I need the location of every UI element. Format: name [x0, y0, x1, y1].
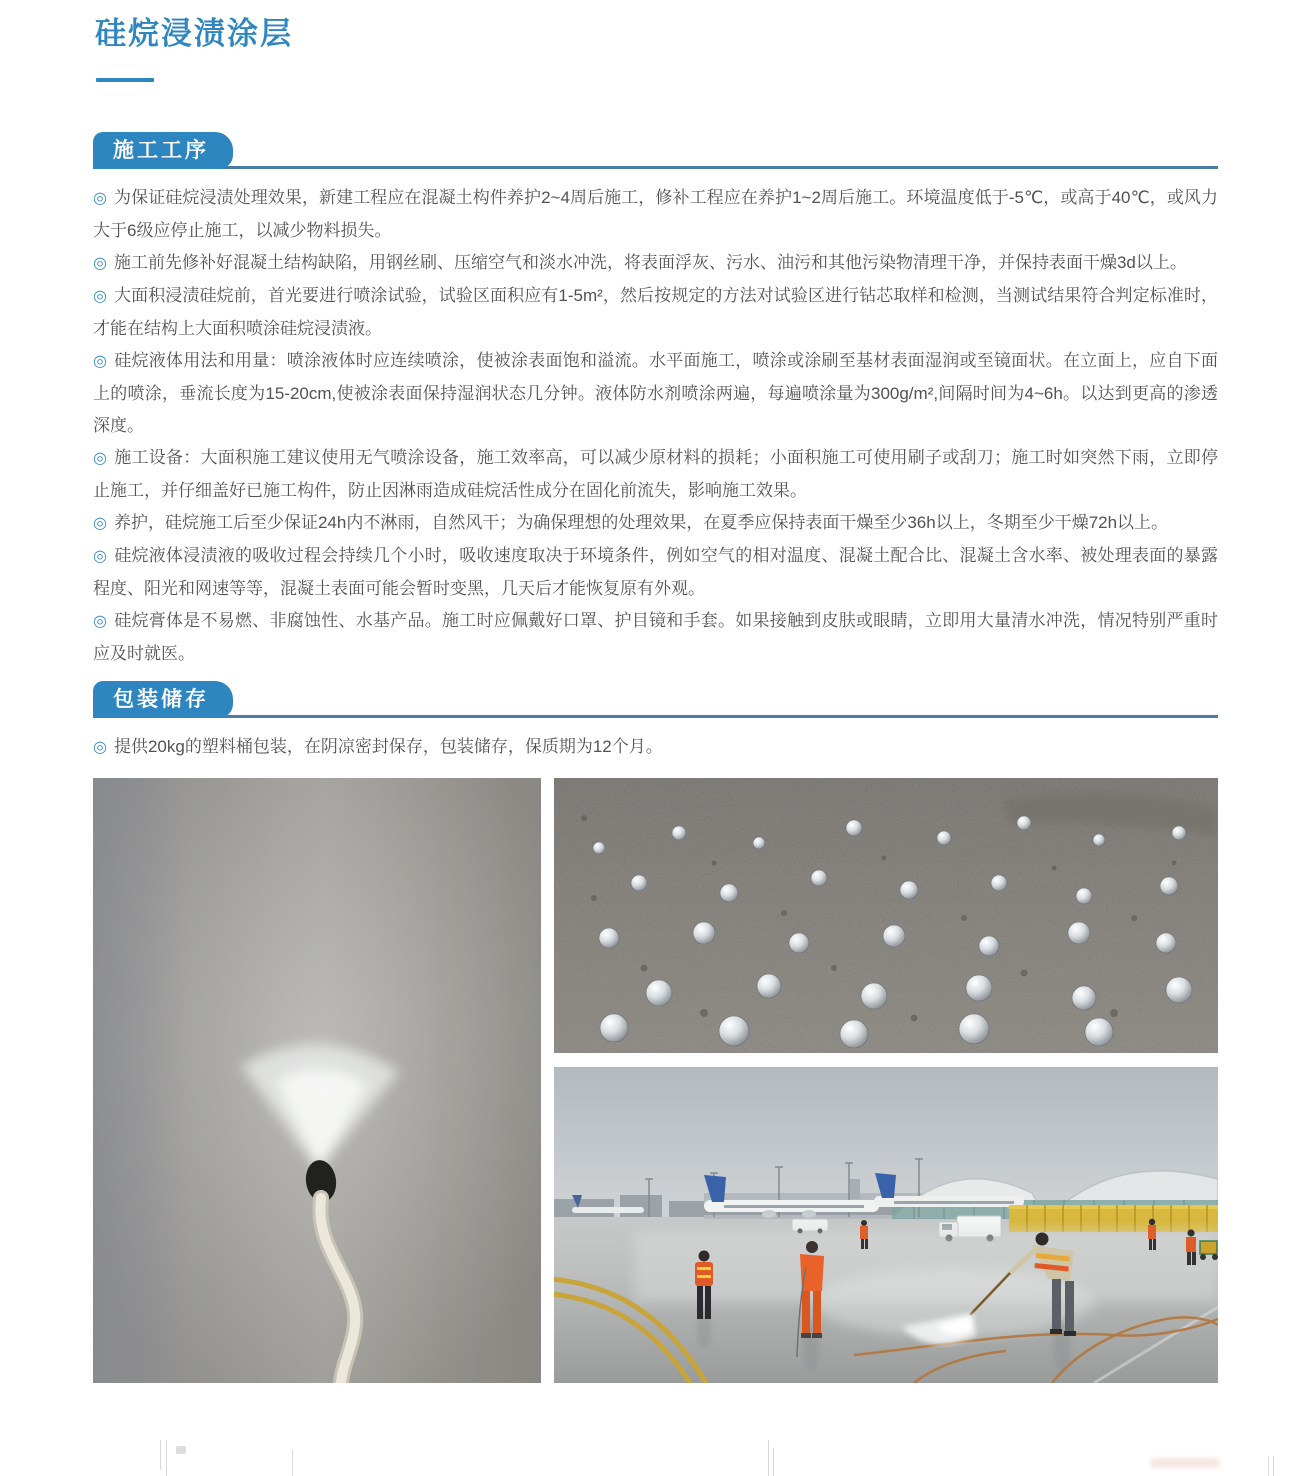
bullet-item: [93, 507, 1218, 540]
worker-small-2: [1148, 1219, 1156, 1250]
photo-wall-spraying: [93, 778, 541, 1383]
bullet-item: [93, 731, 1218, 764]
bullet-text: 为保证硅烷浸渍处理效果，新建工程应在混凝土构件养护2~4周后施工，修补工程应在养护1~2周后施工。环境温度低于-5℃，或高于40℃，或风力大于6级应停止施工，以减少物料损失。: [93, 188, 1218, 240]
bullet-item: [93, 540, 1218, 605]
bullet-text: 硅烷膏体是不易燃、非腐蚀性、水基产品。施工时应佩戴好口罩、护目镜和手套。如果接触到皮肤或眼睛，立即用大量清水冲洗，情况特别严重时应及时就医。: [93, 611, 1218, 663]
bullet-item: [93, 280, 1218, 345]
circle-bullet-icon: ◎: [93, 288, 108, 305]
photo-airport-spraying: [554, 1067, 1218, 1383]
section-rule: [93, 166, 1218, 169]
page-title: 硅烷浸渍涂层: [95, 16, 293, 51]
bullet-list-construction: [93, 182, 1218, 670]
content-column: [93, 0, 1218, 1383]
circle-bullet-icon: ◎: [93, 613, 108, 630]
photo-grid: [93, 778, 1218, 1383]
circle-bullet-icon: ◎: [93, 515, 107, 532]
bullet-list-packaging: [93, 731, 1218, 764]
bullet-text: 提供20kg的塑料桶包装，在阴凉密封保存，包装储存，保质期为12个月。: [113, 737, 663, 756]
bullet-text: 大面积浸渍硅烷前，首光要进行喷涂试验，试验区面积应有1-5m²，然后按规定的方法对试验区进行钻芯取样和检测，当测试结果符合判定标准时，才能在结构上大面积喷涂硅烷浸渍液。: [93, 286, 1219, 338]
bullet-item: [93, 247, 1218, 280]
footer-artifacts: [0, 1440, 1290, 1476]
bullet-item: [93, 345, 1218, 442]
circle-bullet-icon: ◎: [93, 548, 108, 565]
circle-bullet-icon: ◎: [93, 450, 108, 467]
bullet-item: [93, 182, 1218, 247]
section-header-packaging: [93, 681, 1218, 718]
bullet-text: 养护，硅烷施工后至少保证24h内不淋雨，自然风干；为确保理想的处理效果，在夏季应保持表面干燥至少36h以上，冬期至少干燥72h以上。: [113, 513, 1169, 532]
bullet-item: [93, 442, 1218, 507]
section-tab-construction-procedure: 施工工序: [93, 132, 233, 169]
circle-bullet-icon: ◎: [93, 255, 107, 272]
photo-right-column: [554, 778, 1218, 1383]
bullet-text: 硅烷液体浸渍液的吸收过程会持续几个小时，吸收速度取决于环境条件，例如空气的相对温度、混凝土配合比、混凝土含水率、被处理表面的暴露程度、阳光和网速等等，混凝土表面可能会暂时变黑，几天后才能恢复原有外观。: [93, 546, 1218, 598]
bullet-text: 施工前先修补好混凝土结构缺陷，用钢丝刷、压缩空气和淡水冲洗，将表面浮灰、污水、油污和其他污染物清理干净，并保持表面干燥3d以上。: [113, 253, 1187, 272]
photo-water-beads: [554, 778, 1218, 1053]
bullet-text: 施工设备：大面积施工建议使用无气喷涂设备，施工效率高，可以减少原材料的损耗；小面积施工可使用刷子或刮刀；施工时如突然下雨，立即停止施工，并仔细盖好已施工构件，防止因淋雨造成硅烷活性成分在固化前流失，影响施工效果。: [93, 448, 1218, 500]
yellow-fence: [1009, 1205, 1218, 1232]
bullet-text: 硅烷液体用法和用量：喷涂液体时应连续喷涂，使被涂表面饱和溢流。水平面施工，喷涂或涂刷至基材表面湿润或至镜面状。在立面上，应自下面上的喷涂，垂流长度为15-20cm,使被涂表面保持湿润状态几分钟。液体防水剂喷涂两遍，每遍喷涂量为300g/m²,间隔时间为4~6h。以达到更高的渗透深度。: [93, 351, 1218, 435]
circle-bullet-icon: ◎: [93, 190, 108, 207]
title-underline: [96, 78, 154, 82]
section-header-construction: [93, 132, 1218, 169]
section-rule: [93, 715, 1218, 718]
circle-bullet-icon: ◎: [93, 739, 107, 756]
circle-bullet-icon: ◎: [93, 353, 108, 370]
bullet-item: [93, 605, 1218, 670]
section-tab-packaging-storage: 包装储存: [93, 681, 233, 718]
